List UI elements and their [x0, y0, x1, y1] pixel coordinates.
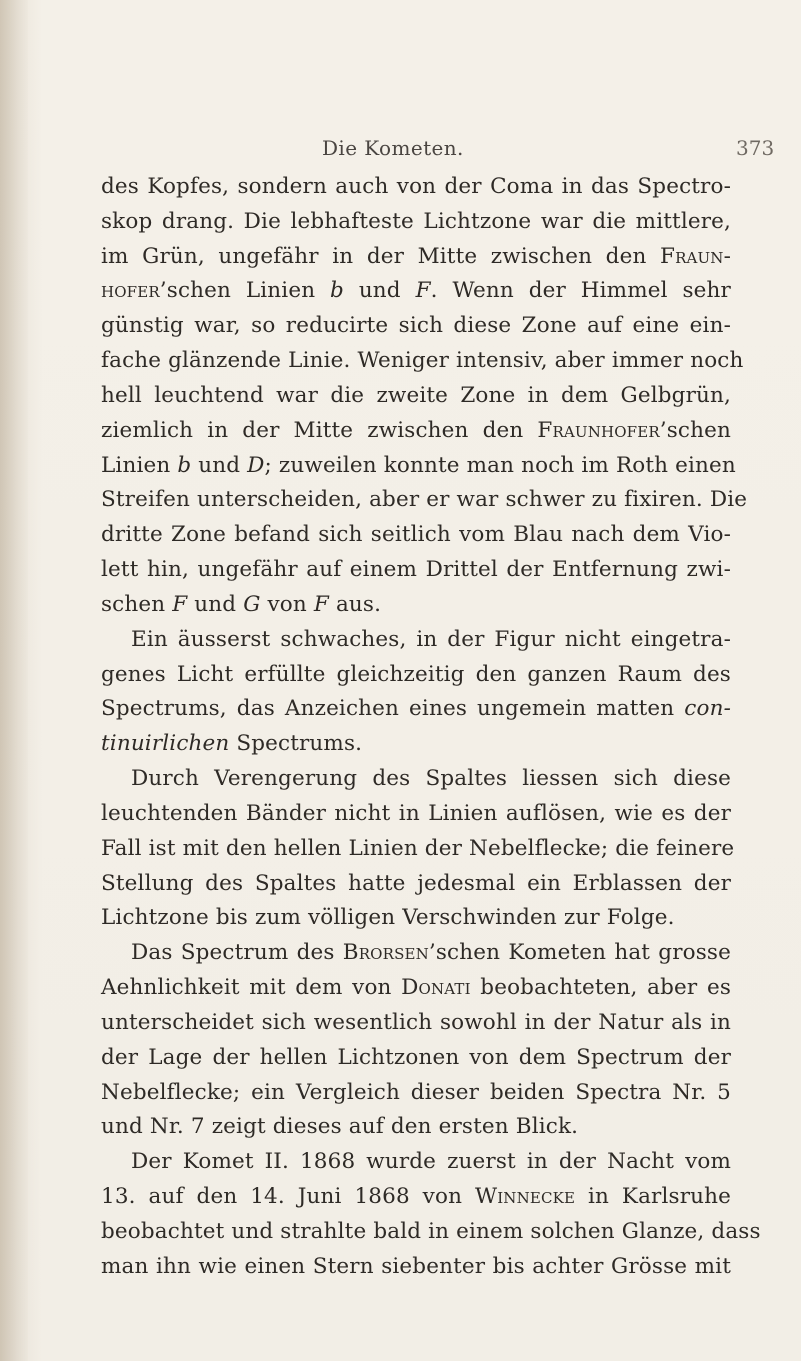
text-span: Spectrums, das Anzeichen eines ungemein matten: [101, 696, 685, 722]
text-span: beobachtet und strahlte bald in einem solchen Glanze, dass: [101, 1218, 761, 1244]
text-span: man ihn wie einen Stern siebenter bis achter Grösse mit: [101, 1253, 731, 1279]
author-name: Donati: [401, 975, 471, 1001]
text-span: günstig war, so reducirte sich diese Zone auf eine ein-: [101, 313, 731, 339]
spine-shadow: [0, 0, 28, 1361]
text-line: [101, 971, 731, 1006]
text-span: dritte Zone befand sich seitlich vom Blau nach dem Vio-: [101, 522, 731, 548]
text-line: [101, 205, 731, 240]
text-span: ziemlich in der Mitte zwischen den: [101, 417, 538, 443]
text-line: [101, 379, 731, 414]
text-line: [101, 1215, 761, 1250]
text-span: des Kopfes, sondern auch von der Coma in das Spectro-: [101, 174, 731, 199]
text-span: leuchtenden Bänder nicht in Linien auflösen, wie es der: [101, 800, 731, 826]
text-span: . Wenn der Himmel sehr: [430, 278, 731, 304]
text-span: Das Spectrum des: [131, 940, 343, 966]
body-text: [101, 170, 761, 1285]
text-line: [101, 867, 731, 902]
author-name: Brorsen: [342, 940, 429, 966]
text-line: [101, 1110, 731, 1145]
text-line: [101, 623, 731, 658]
text-span: von: [260, 591, 314, 617]
text-span: fache glänzende Linie. Weniger intensiv, aber immer noch: [101, 348, 744, 374]
text-span: im Grün, ungefähr in der Mitte zwischen den: [101, 243, 661, 269]
text-line: [101, 518, 731, 553]
text-span: ’schen: [659, 417, 731, 443]
text-line: [101, 170, 731, 205]
page-header: [0, 136, 801, 166]
text-line: [101, 1145, 731, 1180]
text-span: Linien: [101, 452, 178, 478]
text-span: Stellung des Spaltes hatte jedesmal ein Erblassen der: [101, 870, 731, 896]
text-line: [101, 936, 731, 971]
line-label: D: [247, 452, 265, 478]
text-span: ; zuweilen konnte man noch im Roth einen: [264, 452, 736, 478]
text-line: [101, 797, 731, 832]
text-span: 13. auf den 14. Juni 1868 von: [101, 1184, 475, 1210]
text-line: [101, 727, 731, 762]
text-line: [101, 658, 731, 693]
text-span: Spectrums.: [229, 731, 363, 757]
text-span: aus.: [328, 591, 382, 617]
text-line: [101, 1076, 731, 1111]
line-label: b: [177, 452, 192, 478]
line-label: F: [172, 591, 188, 617]
text-span: Fall ist mit den hellen Linien der Nebelflecke; die feinere: [101, 835, 735, 861]
text-line: [101, 692, 731, 727]
text-span: Streifen unterscheiden, aber er war schwer zu fixiren. Die: [101, 487, 748, 513]
text-line: [101, 901, 731, 936]
text-line: [101, 449, 736, 484]
line-label: F: [415, 278, 431, 304]
text-span: schen: [101, 591, 173, 617]
text-line: [101, 1180, 731, 1215]
text-line: [101, 588, 731, 623]
text-line: [101, 344, 744, 379]
text-line: [101, 309, 731, 344]
author-name: hofer: [101, 278, 160, 304]
text-span: beobachteten, aber es: [470, 975, 731, 1001]
text-line: [101, 1006, 731, 1041]
text-line: [101, 553, 731, 588]
text-span: in Karlsruhe: [575, 1184, 731, 1210]
text-span: Der Komet II. 1868 wurde zuerst in der Nacht vom: [131, 1149, 731, 1175]
author-name: Winnecke: [474, 1184, 576, 1210]
text-line: [101, 274, 731, 309]
text-span: unterscheidet sich wesentlich sowohl in der Natur als in: [101, 1009, 731, 1035]
text-span: der Lage der hellen Lichtzonen von dem Spectrum der: [101, 1044, 731, 1070]
line-label: G: [243, 591, 261, 617]
text-span: ’schen Linien: [159, 278, 331, 304]
text-span: ’schen Kometen hat grosse: [428, 940, 731, 966]
text-line: [101, 414, 731, 449]
text-line: [101, 832, 735, 867]
author-name: Fraunhofer: [537, 417, 660, 443]
text-span: lett hin, ungefähr auf einem Drittel der Entfernung zwi-: [101, 557, 731, 583]
text-span: Lichtzone bis zum völligen Verschwinden zur Folge.: [101, 905, 675, 931]
text-line: [101, 1041, 731, 1076]
text-span: und: [343, 278, 416, 304]
text-span: und Nr. 7 zeigt dieses auf den ersten Blick.: [101, 1114, 579, 1140]
text-line: [101, 240, 731, 275]
text-span: hell leuchtend war die zweite Zone in dem Gelbgrün,: [101, 382, 731, 408]
text-span: Nebelflecke; ein Vergleich dieser beiden Spectra Nr. 5: [101, 1079, 731, 1105]
text-line: [101, 1250, 731, 1285]
text-span: skop drang. Die lebhafteste Lichtzone war die mittlere,: [101, 208, 731, 234]
text-span: genes Licht erfüllte gleichzeitig den ganzen Raum des: [101, 661, 731, 687]
emphasis-text: con-: [684, 696, 731, 722]
text-span: und: [191, 452, 248, 478]
page-number: 373: [736, 136, 775, 160]
running-head: Die Kometen.: [322, 136, 464, 160]
line-label: F: [313, 591, 329, 617]
text-span: Aehnlichkeit mit dem von: [101, 975, 402, 1001]
text-line: [101, 483, 748, 518]
emphasis-text: tinuirlichen: [101, 731, 230, 757]
text-line: [101, 762, 731, 797]
text-span: Ein äusserst schwaches, in der Figur nicht eingetra-: [131, 626, 731, 652]
text-span: und: [187, 591, 244, 617]
line-label: b: [330, 278, 344, 304]
author-name: Fraun-: [660, 243, 731, 269]
text-span: Durch Verengerung des Spaltes liessen sich diese: [131, 766, 731, 792]
